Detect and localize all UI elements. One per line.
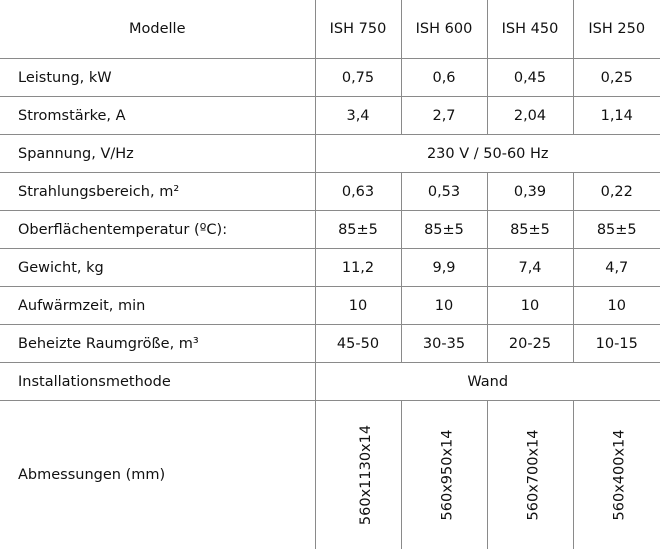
row-label: Beheizte Raumgröße, m³ bbox=[0, 325, 315, 363]
table-row-power bbox=[0, 59, 660, 97]
cell-value: 11,2 bbox=[315, 249, 401, 287]
row-label: Stromstärke, A bbox=[0, 97, 315, 135]
model-header: ISH 250 bbox=[573, 0, 660, 59]
table-row-installation bbox=[0, 363, 660, 401]
table-row-surface-temp bbox=[0, 211, 660, 249]
cell-value: 3,4 bbox=[315, 97, 401, 135]
cell-value: 0,39 bbox=[487, 173, 573, 211]
corner-header: Modelle bbox=[0, 0, 315, 59]
row-label: Leistung, kW bbox=[0, 59, 315, 97]
header-row bbox=[0, 0, 660, 59]
table-row-radiation-area bbox=[0, 173, 660, 211]
cell-value: 85±5 bbox=[315, 211, 401, 249]
table-row-room-size bbox=[0, 325, 660, 363]
row-label: Spannung, V/Hz bbox=[0, 135, 315, 173]
cell-value: 10-15 bbox=[573, 325, 660, 363]
cell-value: 2,04 bbox=[487, 97, 573, 135]
cell-value: 85±5 bbox=[573, 211, 660, 249]
cell-value: 2,7 bbox=[401, 97, 487, 135]
row-label: Aufwärmzeit, min bbox=[0, 287, 315, 325]
row-label: Installationsmethode bbox=[0, 363, 315, 401]
cell-span-value: Wand bbox=[315, 363, 660, 401]
cell-value-vertical bbox=[487, 401, 573, 549]
model-header: ISH 600 bbox=[401, 0, 487, 59]
cell-value-vertical bbox=[573, 401, 660, 549]
cell-value: 10 bbox=[573, 287, 660, 325]
cell-value: 0,53 bbox=[401, 173, 487, 211]
cell-value: 0,22 bbox=[573, 173, 660, 211]
vertical-text: 560x1130x14 bbox=[357, 424, 374, 525]
table-row-warmup bbox=[0, 287, 660, 325]
cell-value: 10 bbox=[315, 287, 401, 325]
cell-value: 1,14 bbox=[573, 97, 660, 135]
cell-value-vertical bbox=[315, 401, 401, 549]
table-row-voltage bbox=[0, 135, 660, 173]
cell-value: 0,25 bbox=[573, 59, 660, 97]
vertical-text: 560x950x14 bbox=[438, 429, 455, 521]
vertical-text: 560x700x14 bbox=[524, 429, 541, 521]
cell-value: 0,6 bbox=[401, 59, 487, 97]
cell-value: 0,63 bbox=[315, 173, 401, 211]
row-label: Abmessungen (mm) bbox=[0, 401, 315, 549]
model-header: ISH 750 bbox=[315, 0, 401, 59]
table-row-current bbox=[0, 97, 660, 135]
cell-value: 10 bbox=[401, 287, 487, 325]
cell-value: 85±5 bbox=[401, 211, 487, 249]
cell-value: 20-25 bbox=[487, 325, 573, 363]
row-label: Strahlungsbereich, m² bbox=[0, 173, 315, 211]
cell-value: 45-50 bbox=[315, 325, 401, 363]
cell-value: 0,45 bbox=[487, 59, 573, 97]
cell-value: 9,9 bbox=[401, 249, 487, 287]
vertical-text: 560x400x14 bbox=[610, 429, 627, 521]
model-header: ISH 450 bbox=[487, 0, 573, 59]
cell-value: 7,4 bbox=[487, 249, 573, 287]
cell-span-value: 230 V / 50-60 Hz bbox=[315, 135, 660, 173]
cell-value: 85±5 bbox=[487, 211, 573, 249]
table-row-dimensions bbox=[0, 401, 660, 549]
cell-value: 30-35 bbox=[401, 325, 487, 363]
table-row-weight bbox=[0, 249, 660, 287]
cell-value: 0,75 bbox=[315, 59, 401, 97]
cell-value-vertical bbox=[401, 401, 487, 549]
row-label: Oberflächentemperatur (ºC): bbox=[0, 211, 315, 249]
row-label: Gewicht, kg bbox=[0, 249, 315, 287]
cell-value: 4,7 bbox=[573, 249, 660, 287]
cell-value: 10 bbox=[487, 287, 573, 325]
